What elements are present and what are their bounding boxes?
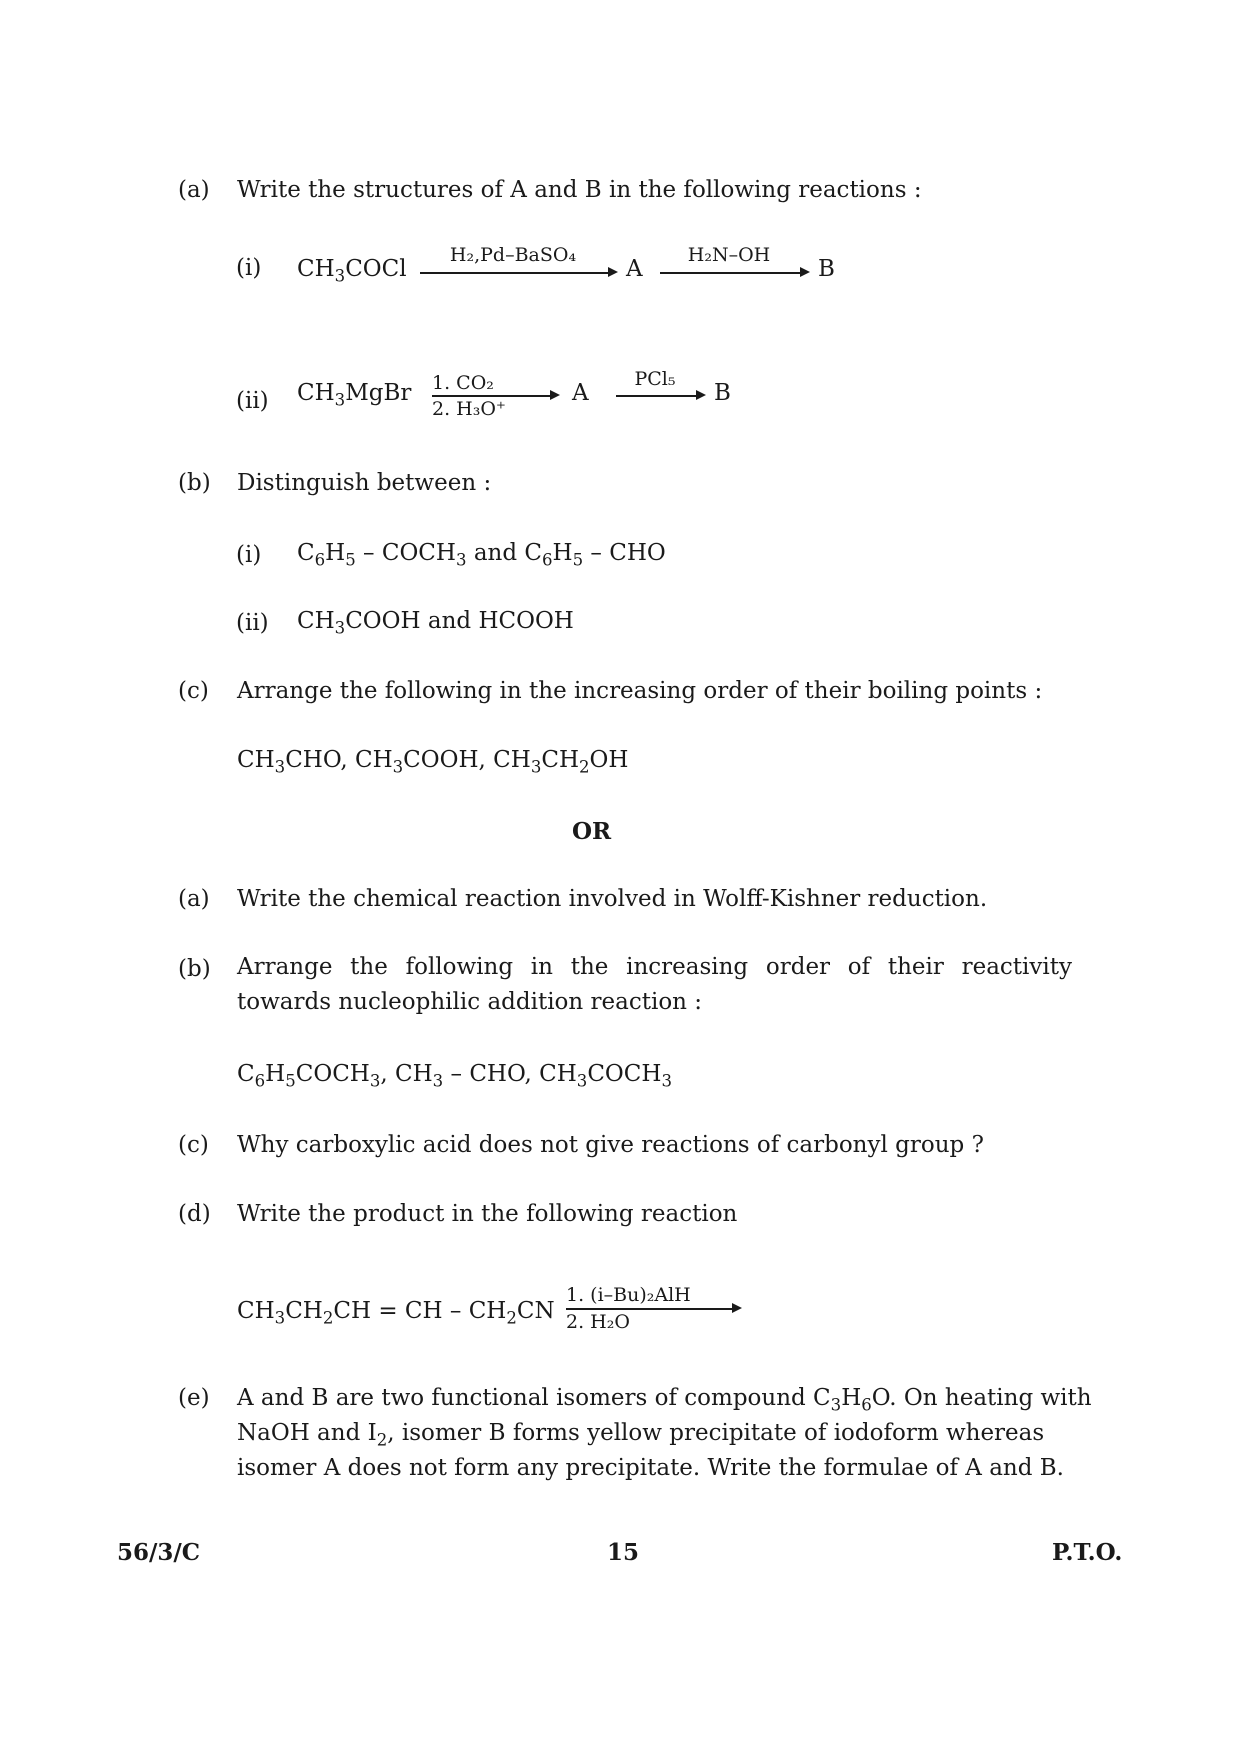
question-label-2b: (b)	[178, 956, 211, 982]
question-text-2e-line2: NaOH and $I_2$, isomer B forms yellow precipitate of iodoform whereas	[237, 1420, 1045, 1450]
product-b-ii: B	[714, 380, 731, 406]
distinguish-pair-2: $CH_3COOH$ and HCOOH	[297, 608, 574, 638]
reactant-ch3mgbr: $CH_3MgBr$	[297, 380, 412, 410]
question-text-2d: Write the product in the following reaction	[237, 1201, 738, 1227]
question-label-2c: (c)	[178, 1132, 209, 1158]
sub-label-b-i: (i)	[236, 542, 262, 568]
question-label-2e: (e)	[178, 1385, 210, 1411]
compound-list-boiling: $CH_3CHO$, $CH_3COOH$, $CH_3CH_2OH$	[237, 747, 629, 777]
question-text-2c: Why carboxylic acid does not give reactions of carbonyl group ?	[237, 1132, 984, 1158]
paper-code: 56/3/C	[117, 1539, 201, 1566]
question-text-c: Arrange the following in the increasing order of their boiling points :	[237, 678, 1043, 704]
reaction-arrow-2d: 1. (i–Bu)₂AlH 2. H₂O	[566, 1284, 742, 1338]
question-text-b: Distinguish between :	[237, 470, 492, 496]
question-label-2d: (d)	[178, 1201, 211, 1227]
compound-list-reactivity: $C_6H_5COCH_3$, $CH_3$ – CHO, $CH_3COCH_3$	[237, 1061, 672, 1091]
reaction-arrow-a-ii-1: 1. CO₂ 2. H₃O⁺	[432, 372, 560, 424]
product-b-i: B	[818, 256, 835, 282]
reactant-ch3cocl: $CH_3COCl$	[297, 256, 407, 286]
question-text-a: Write the structures of A and B in the following reactions :	[237, 177, 922, 203]
page-number: 15	[607, 1539, 640, 1566]
sub-label-a-ii: (ii)	[236, 388, 269, 414]
question-text-2b: Arrange the following in the increasing order of their reactivity towards nucleophilic addition reaction :	[237, 954, 1072, 1015]
reaction-arrow-a-i-2: H₂N–OH	[660, 250, 810, 280]
reaction-arrow-a-ii-2: PCl₅	[616, 372, 706, 402]
or-divider: OR	[572, 818, 612, 845]
reaction-arrow-a-i-1: H₂,Pd–BaSO₄	[420, 250, 618, 280]
product-a-ii: A	[572, 380, 589, 406]
sub-label-a-i: (i)	[236, 255, 262, 281]
reactant-nitrile: $CH_3CH_2CH$ = CH – $CH_2CN$	[237, 1298, 555, 1328]
question-text-2e-line3: isomer A does not form any precipitate. Write the formulae of A and B.	[237, 1455, 1064, 1481]
question-label-b: (b)	[178, 470, 211, 496]
question-text-2e-line1: A and B are two functional isomers of compound $C_3H_6O$. On heating with	[237, 1385, 1092, 1415]
distinguish-pair-1: $C_6H_5$ – $COCH_3$ and $C_6H_5$ – CHO	[297, 540, 666, 570]
question-text-2a: Write the chemical reaction involved in Wolff-Kishner reduction.	[237, 886, 988, 912]
question-label-2a: (a)	[178, 886, 210, 912]
please-turn-over: P.T.O.	[1052, 1539, 1123, 1566]
sub-label-b-ii: (ii)	[236, 610, 269, 636]
question-label-a: (a)	[178, 177, 210, 203]
product-a-i: A	[626, 256, 643, 282]
question-label-c: (c)	[178, 678, 209, 704]
